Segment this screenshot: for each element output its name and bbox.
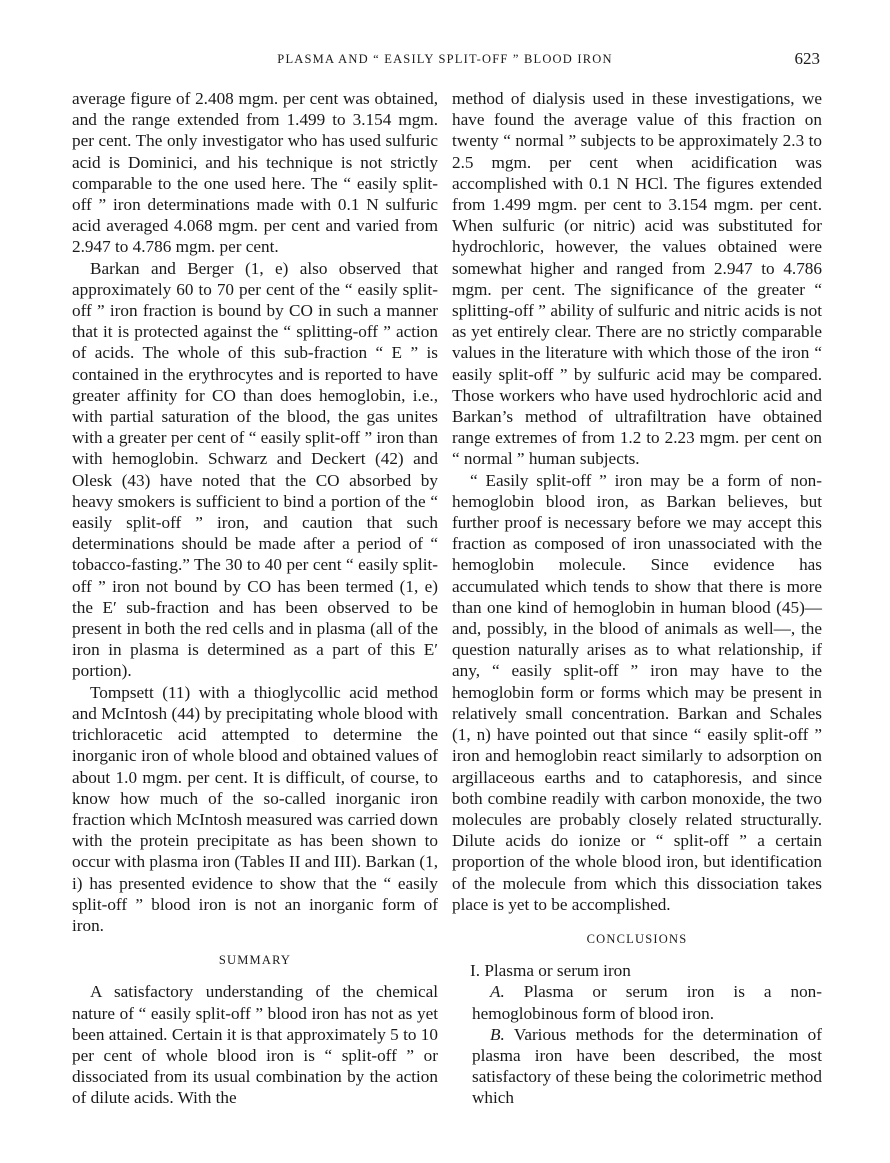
- conclusion-item-b: [452, 1024, 822, 1109]
- conclusions-heading: CONCLUSIONS: [586, 931, 688, 946]
- running-title: PLASMA AND “ EASILY SPLIT-OFF ” BLOOD IRON: [277, 52, 613, 66]
- running-head: [70, 49, 820, 74]
- paragraph: Tompsett (11) with a thioglycollic acid method and McIntosh (44) by precipitating whole blood with trichloracetic acid attempted to determine the inorganic iron of whole blood and obtained values of about 1.0 mgm. per cent. It is difficult, of course, to know how much of the so-called inorganic iron fraction which McIntosh measured was carried down with the protein precipitate as has been shown to occur with plasma iron (Tables II and III). Barkan (1, i) has presented evidence to show that the “ easily split-off ” blood iron is not an inorganic form of iron.: [72, 682, 438, 935]
- list-text: Plasma or serum iron is a non-hemoglobinous form of blood iron.: [472, 982, 822, 1023]
- conclusion-item-a: [452, 981, 822, 1023]
- list-text: Various methods for the determination of plasma iron have been described, the most satisfactory of these being the colorimetric method which: [472, 1024, 822, 1108]
- paragraph: average figure of 2.408 mgm. per cent was obtained, and the range extended from 1.499 to 3.154 mgm. per cent. The only investigator who has used sulfuric acid is Dominici, and his technique is not strictly comparable to the one used here. The “ easily split-off ” iron determinations made with 0.1 N sulfuric acid averaged 4.068 mgm. per cent and varied from 2.947 to 4.786 mgm. per cent.: [72, 89, 438, 257]
- summary-paragraph: A satisfactory understanding of the chemical nature of “ easily split-off ” blood iron has not as yet been attained. Certain it is that approximately 5 to 10 per cent of whole blood iron is “ split-off ” or dissociated from its usual combination by the action of dilute acids. With the: [72, 982, 438, 1108]
- left-column: [72, 88, 438, 1109]
- conclusion-item-1: I. Plasma or serum iron: [470, 961, 631, 981]
- list-marker: B.: [490, 1024, 505, 1044]
- summary-heading: SUMMARY: [218, 953, 292, 968]
- paragraph: “ Easily split-off ” iron may be a form of non-hemoglobin blood iron, as Barkan believes, but further proof is necessary before we may accept this fraction as composed of iron unassociated with the hemoglobin molecule. Since evidence has accumulated which tends to show that there is more than one kind of hemoglobin in human blood (45)—and, possibly, in the blood of animals as well—, the question naturally arises as to what relationship, if any, “ easily split-off ” iron may have to the hemoglobin form or forms which may be present in relatively small concentration. Barkan and Schales (1, n) have pointed out that since “ easily split-off ” iron and hemoglobin react similarly to adsorption on argillaceous earths and to cataphoresis, and since both combine readily with carbon monoxide, the two molecules are probably closely related structurally. Dilute acids do ionize or “ split-off ” a certain proportion of the whole blood iron, but identification of the molecule from which this dissociation takes place is yet to be accomplished.: [452, 470, 822, 914]
- paragraph: Barkan and Berger (1, e) also observed that approximately 60 to 70 per cent of the “ easily split-off ” iron fraction is bound by CO in such a manner that it is protected against the “ splitting-off ” action of acids. The whole of this sub-fraction “ E ” is contained in the erythrocytes and is reported to have greater affinity for CO than does hemoglobin, i.e., with partial saturation of the blood, the gas unites with a greater per cent of “ easily split-off ” iron than with hemoglobin. Schwarz and Deckert (42) and Olesk (43) have noted that the CO absorbed by heavy smokers is sufficient to bind a portion of the “ easily split-off ” iron, and caution that such determinations should be made after a period of “ tobacco-fasting.” The 30 to 40 per cent “ easily split-off ” iron not bound by CO has been termed (1, e) the E′ sub-fraction and has been observed to be present in both the red cells and in plasma (all of the iron in plasma is determined as a part of this E′ portion).: [72, 258, 438, 681]
- right-column: [452, 88, 822, 1109]
- paragraph: method of dialysis used in these investigations, we have found the average value of this fraction on twenty “ normal ” subjects to be approximately 2.3 to 2.5 mgm. per cent when acidification was accomplished with 0.1 N HCl. The figures extended from 1.499 mgm. per cent to 3.154 mgm. per cent. When sulfuric (or nitric) acid was substituted for hydrochloric, however, the values obtained were somewhat higher and ranged from 2.947 to 4.786 mgm. per cent. The significance of the greater “ splitting-off ” ability of sulfuric and nitric acids is not as yet entirely clear. There are no strictly comparable values in the literature with which those of the iron “ easily split-off ” by sulfuric acid may be compared. Those workers who have used hydrochloric acid and Barkan’s method of ultrafiltration have obtained range extremes of from 1.2 to 2.23 mgm. per cent on “ normal ” human subjects.: [452, 89, 822, 469]
- list-marker: A.: [490, 982, 505, 1002]
- page-number: 623: [794, 49, 820, 68]
